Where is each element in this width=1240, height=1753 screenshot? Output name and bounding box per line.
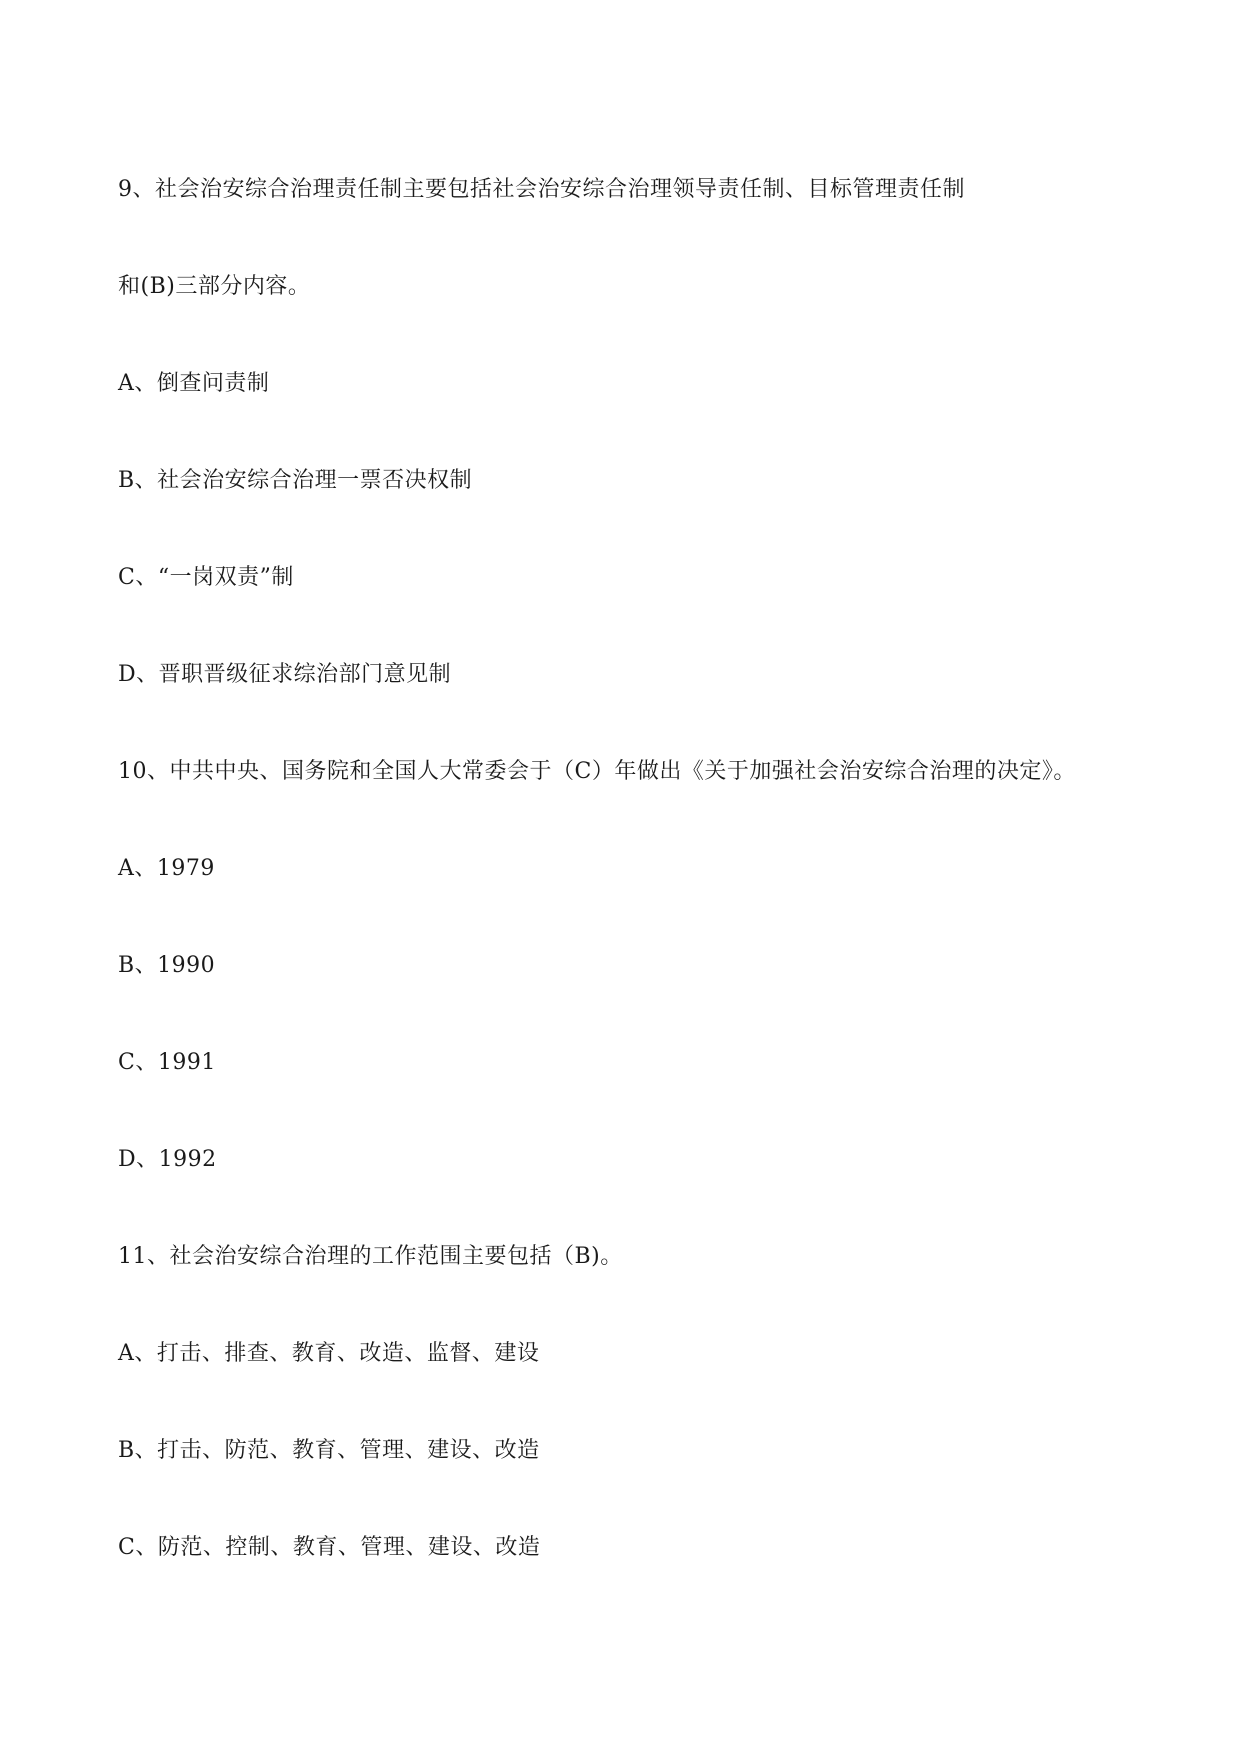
- question-11-option-b: B、打击、防范、教育、管理、建设、改造: [118, 1438, 540, 1463]
- question-10-option-d: D、1992: [118, 1147, 217, 1172]
- question-10-option-a: A、1979: [118, 856, 215, 881]
- question-11-text: 11、社会治安综合治理的工作范围主要包括（B)。: [118, 1244, 623, 1269]
- question-10-option-c: C、1991: [118, 1050, 216, 1075]
- question-9-option-d: D、晋职晋级征求综治部门意见制: [118, 662, 452, 687]
- question-10-text: 10、中共中央、国务院和全国人大常委会于（C）年做出《关于加强社会治安综合治理的决定》。: [118, 759, 1076, 784]
- question-9-text-line-1: 9、社会治安综合治理责任制主要包括社会治安综合治理领导责任制、目标管理责任制: [118, 177, 965, 202]
- question-9-option-c: C、“一岗双责”制: [118, 565, 294, 590]
- question-11-option-a: A、打击、排查、教育、改造、监督、建设: [118, 1341, 540, 1366]
- question-10-option-b: B、1990: [118, 953, 216, 978]
- question-9-option-b: B、社会治安综合治理一票否决权制: [118, 468, 473, 493]
- question-9-option-a: A、倒查问责制: [118, 371, 270, 396]
- question-9-text-line-2: 和(B)三部分内容。: [118, 274, 311, 299]
- question-11-option-c: C、防范、控制、教育、管理、建设、改造: [118, 1535, 541, 1560]
